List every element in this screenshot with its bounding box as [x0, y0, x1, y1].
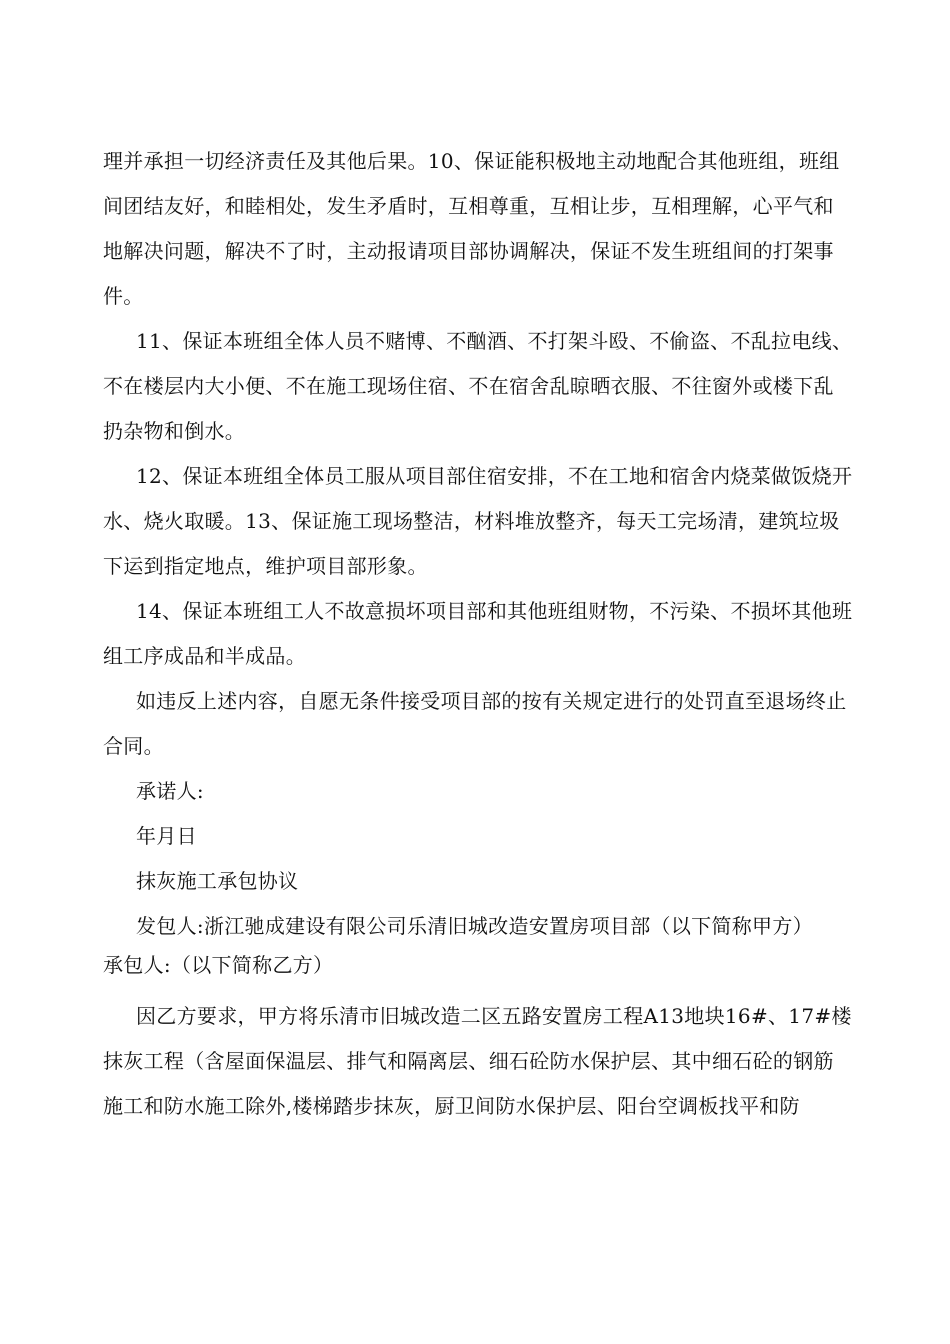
text-line: 施工和防水施工除外,楼梯踏步抹灰，厨卫间防水保护层、阳台空调板找平和防 — [103, 1094, 800, 1118]
text-line: 理并承担一切经济责任及其他后果。10、保证能积极地主动地配合其他班组，班组 — [103, 149, 840, 173]
text-line: 抹灰工程（含屋面保温层、排气和隔离层、细石砼防水保护层、其中细石砼的钢筋 — [103, 1049, 834, 1073]
text-line: 不在楼层内大小便、不在施工现场住宿、不在宿舍乱晾晒衣服、不往窗外或楼下乱 — [103, 374, 834, 398]
employer-line: 发包人:浙江驰成建设有限公司乐清旧城改造安置房项目部（以下简称甲方） — [136, 914, 813, 938]
text-line: 12、保证本班组全体员工服从项目部住宿安排，不在工地和宿舍内烧菜做饭烧开 — [136, 464, 853, 488]
text-line: 间团结友好，和睦相处，发生矛盾时，互相尊重，互相让步，互相理解，心平气和 — [103, 194, 834, 218]
text-line: 14、保证本班组工人不故意损坏项目部和其他班组财物，不污染、不损坏其他班 — [136, 599, 853, 623]
text-line: 合同。 — [103, 734, 164, 758]
text-line: 11、保证本班组全体人员不赌博、不酗酒、不打架斗殴、不偷盗、不乱拉电线、 — [136, 329, 853, 353]
text-line: 地解决问题，解决不了时，主动报请项目部协调解决，保证不发生班组间的打架事 — [103, 239, 834, 263]
text-line: 组工序成品和半成品。 — [103, 644, 306, 668]
text-line: 件。 — [103, 284, 144, 308]
text-line: 水、烧火取暖。13、保证施工现场整洁，材料堆放整齐，每天工完场清，建筑垃圾 — [103, 509, 840, 533]
text-line: 如违反上述内容，自愿无条件接受项目部的按有关规定进行的处罚直至退场终止 — [136, 689, 847, 713]
text-line: 因乙方要求，甲方将乐清市旧城改造二区五路安置房工程A13地块16#、17#楼 — [136, 1004, 852, 1028]
contractor-line: 承包人:（以下简称乙方） — [103, 953, 334, 977]
text-line: 扔杂物和倒水。 — [103, 419, 246, 443]
agreement-title: 抹灰施工承包协议 — [136, 869, 299, 893]
text-line: 下运到指定地点，维护项目部形象。 — [103, 554, 428, 578]
date-label: 年月日 — [136, 824, 197, 848]
signatory-label: 承诺人: — [136, 779, 204, 803]
